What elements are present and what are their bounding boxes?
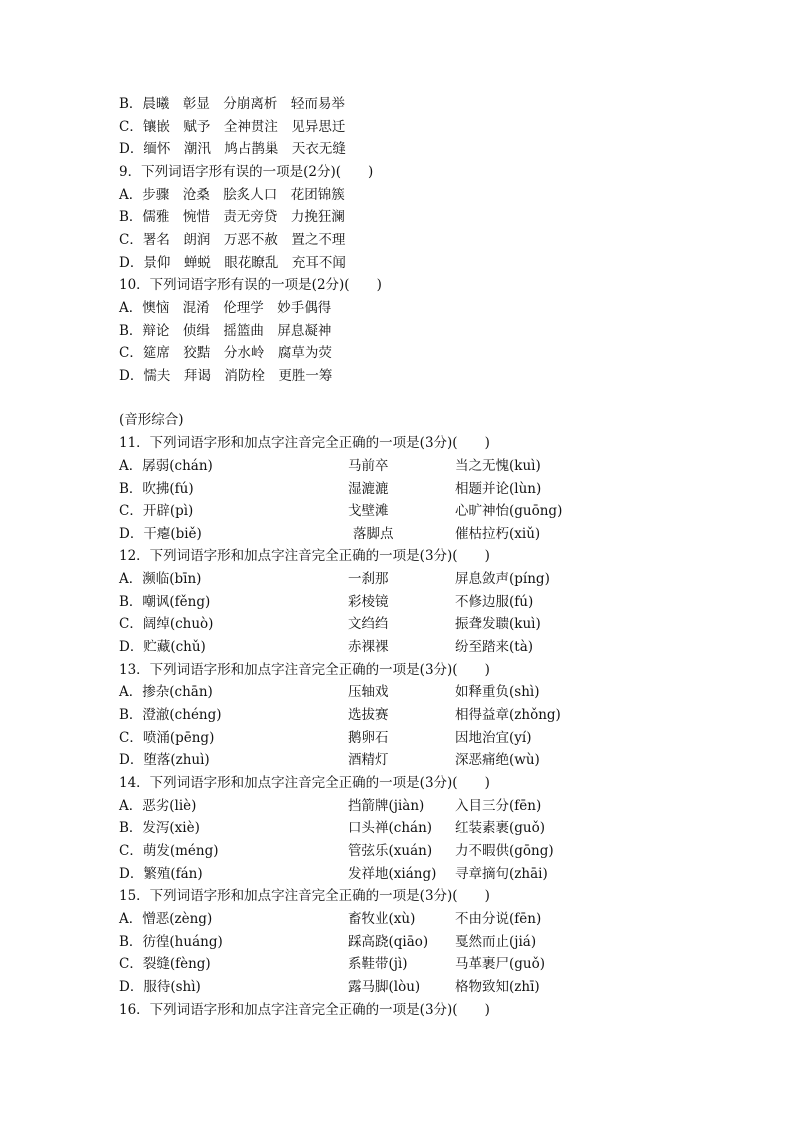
option-word-3: 红装素裹(guǒ) bbox=[455, 820, 545, 836]
option-word-3: 纷至踏来(tà) bbox=[455, 639, 534, 655]
option-word-2: 管弦乐(xuán) bbox=[348, 843, 433, 859]
question-option bbox=[0, 455, 794, 478]
option-word-3: 马革裹尸(guǒ) bbox=[455, 956, 545, 972]
option-word-1: D．繁殖(fán) bbox=[119, 866, 203, 882]
question-option bbox=[0, 953, 794, 976]
q10-option-c: C．筵席 狡黠 分水岭 腐草为荧 bbox=[119, 345, 332, 361]
q9-option-d: D．景仰 蝉蜕 眼花瞭乱 充耳不闻 bbox=[119, 255, 346, 271]
option-word-2: 露马脚(lòu) bbox=[348, 979, 421, 995]
q8-option-c: C．镶嵌 赋予 全神贯注 见异思迁 bbox=[119, 119, 346, 135]
option-word-1: C．喷涌(pēng) bbox=[119, 730, 215, 746]
option-word-1: D．服待(shì) bbox=[119, 979, 201, 995]
question-option bbox=[0, 478, 794, 501]
option-word-2: 挡箭牌(jiàn) bbox=[348, 798, 425, 814]
question-stem: 12．下列词语字形和加点字注音完全正确的一项是(3分)( ) bbox=[119, 548, 490, 564]
option-word-3: 相得益章(zhǒng) bbox=[455, 707, 561, 723]
option-word-1: D．干瘪(biě) bbox=[119, 526, 202, 542]
q9-stem: 9．下列词语字形有误的一项是(2分)( ) bbox=[119, 164, 374, 180]
option-word-3: 寻章摘句(zhāi) bbox=[455, 866, 548, 882]
question-stem: 14．下列词语字形和加点字注音完全正确的一项是(3分)( ) bbox=[119, 775, 490, 791]
option-word-2: 落脚点 bbox=[353, 526, 394, 542]
q10-option-a: A．懊恼 混淆 伦理学 妙手偶得 bbox=[119, 300, 332, 316]
question-option bbox=[0, 727, 794, 750]
option-word-2: 选拔赛 bbox=[348, 707, 389, 723]
question-option bbox=[0, 840, 794, 863]
q10-option-b: B．辩论 侦缉 摇篮曲 屏息凝神 bbox=[119, 323, 332, 339]
option-word-1: D．贮藏(chǔ) bbox=[119, 639, 206, 655]
option-word-1: B．彷徨(huáng) bbox=[119, 934, 223, 950]
option-word-2: 酒精灯 bbox=[348, 752, 389, 768]
section-header: (音形综合) bbox=[119, 412, 184, 428]
option-word-1: B．澄澈(chéng) bbox=[119, 707, 222, 723]
question-stem: 15．下列词语字形和加点字注音完全正确的一项是(3分)( ) bbox=[119, 888, 490, 904]
option-word-2: 马前卒 bbox=[348, 458, 389, 474]
option-word-3: 戛然而止(jiá) bbox=[455, 934, 537, 950]
option-word-2: 赤裸裸 bbox=[348, 639, 389, 655]
option-word-2: 文绉绉 bbox=[348, 616, 389, 632]
q8-option-d: D．缅怀 潮汛 鸠占鹊巢 天衣无缝 bbox=[119, 141, 346, 157]
question-option bbox=[0, 681, 794, 704]
question-stem: 16．下列词语字形和加点字注音完全正确的一项是(3分)( ) bbox=[119, 1002, 490, 1018]
option-word-1: C．裂缝(fèng) bbox=[119, 956, 211, 972]
option-word-1: D．堕落(zhuì) bbox=[119, 752, 210, 768]
question-stem: 13．下列词语字形和加点字注音完全正确的一项是(3分)( ) bbox=[119, 662, 490, 678]
q8-option-b: B．晨曦 彰显 分崩离析 轻而易举 bbox=[119, 96, 345, 112]
option-word-3: 深恶痛绝(wù) bbox=[455, 752, 540, 768]
option-word-2: 发祥地(xiáng) bbox=[348, 866, 437, 882]
option-word-1: B．嘲讽(fěng) bbox=[119, 594, 211, 610]
question-option bbox=[0, 795, 794, 818]
question-option bbox=[0, 568, 794, 591]
question-option bbox=[0, 500, 794, 523]
question-option bbox=[0, 908, 794, 931]
option-word-2: 彩棱镜 bbox=[348, 594, 389, 610]
option-word-3: 格物致知(zhī) bbox=[455, 979, 540, 995]
option-word-1: A．濒临(bīn) bbox=[119, 571, 202, 587]
option-word-3: 相题并论(lùn) bbox=[455, 481, 542, 497]
question-option bbox=[0, 591, 794, 614]
option-word-1: C．开辟(pì) bbox=[119, 503, 194, 519]
question-option bbox=[0, 931, 794, 954]
option-word-2: 一刹那 bbox=[348, 571, 389, 587]
option-word-3: 屏息敛声(píng) bbox=[455, 571, 550, 587]
option-word-3: 力不暇供(gōng) bbox=[455, 843, 554, 859]
question-stem: 11．下列词语字形和加点字注音完全正确的一项是(3分)( ) bbox=[119, 435, 490, 451]
option-word-3: 如释重负(shì) bbox=[455, 684, 540, 700]
option-word-1: C．萌发(méng) bbox=[119, 843, 219, 859]
option-word-3: 入目三分(fēn) bbox=[455, 798, 542, 814]
option-word-2: 鹅卵石 bbox=[348, 730, 389, 746]
question-option bbox=[0, 636, 794, 659]
option-word-3: 因地治宜(yí) bbox=[455, 730, 532, 746]
option-word-3: 催枯拉朽(xiǔ) bbox=[455, 526, 541, 542]
option-word-1: C．阔绰(chuò) bbox=[119, 616, 214, 632]
question-option bbox=[0, 976, 794, 999]
option-word-3: 心旷神怡(guōng) bbox=[455, 503, 563, 519]
option-word-2: 湿漉漉 bbox=[348, 481, 389, 497]
q9-option-b: B．儒雅 惋惜 责无旁贷 力挽狂澜 bbox=[119, 209, 345, 225]
option-word-2: 压轴戏 bbox=[348, 684, 389, 700]
q10-stem: 10．下列词语字形有误的一项是(2分)( ) bbox=[119, 277, 382, 293]
option-word-2: 戈壁滩 bbox=[348, 503, 389, 519]
question-option bbox=[0, 863, 794, 886]
option-word-2: 畜牧业(xù) bbox=[348, 911, 416, 927]
option-word-1: B．吹拂(fú) bbox=[119, 481, 194, 497]
option-word-2: 踩高跷(qiāo) bbox=[348, 934, 429, 950]
option-word-2: 口头禅(chán) bbox=[348, 820, 433, 836]
option-word-3: 振聋发聩(kuì) bbox=[455, 616, 541, 632]
question-option bbox=[0, 523, 794, 546]
question-option bbox=[0, 613, 794, 636]
q10-option-d: D．懦夫 拜谒 消防栓 更胜一筹 bbox=[119, 368, 333, 384]
question-option bbox=[0, 817, 794, 840]
option-word-2: 系鞋带(jì) bbox=[348, 956, 408, 972]
q9-option-a: A．步骤 沧桑 脍炙人口 花团锦簇 bbox=[119, 187, 345, 203]
question-option bbox=[0, 749, 794, 772]
option-word-1: A．恶劣(liè) bbox=[119, 798, 197, 814]
option-word-3: 不由分说(fēn) bbox=[455, 911, 542, 927]
option-word-1: B．发泻(xiè) bbox=[119, 820, 200, 836]
option-word-1: A．掺杂(chān) bbox=[119, 684, 213, 700]
option-word-1: A．孱弱(chán) bbox=[119, 458, 213, 474]
option-word-3: 当之无愧(kuì) bbox=[455, 458, 541, 474]
option-word-1: A．憎恶(zèng) bbox=[119, 911, 213, 927]
option-word-3: 不修边服(fú) bbox=[455, 594, 534, 610]
question-option bbox=[0, 704, 794, 727]
q9-option-c: C．署名 朗润 万恶不赦 置之不理 bbox=[119, 232, 346, 248]
